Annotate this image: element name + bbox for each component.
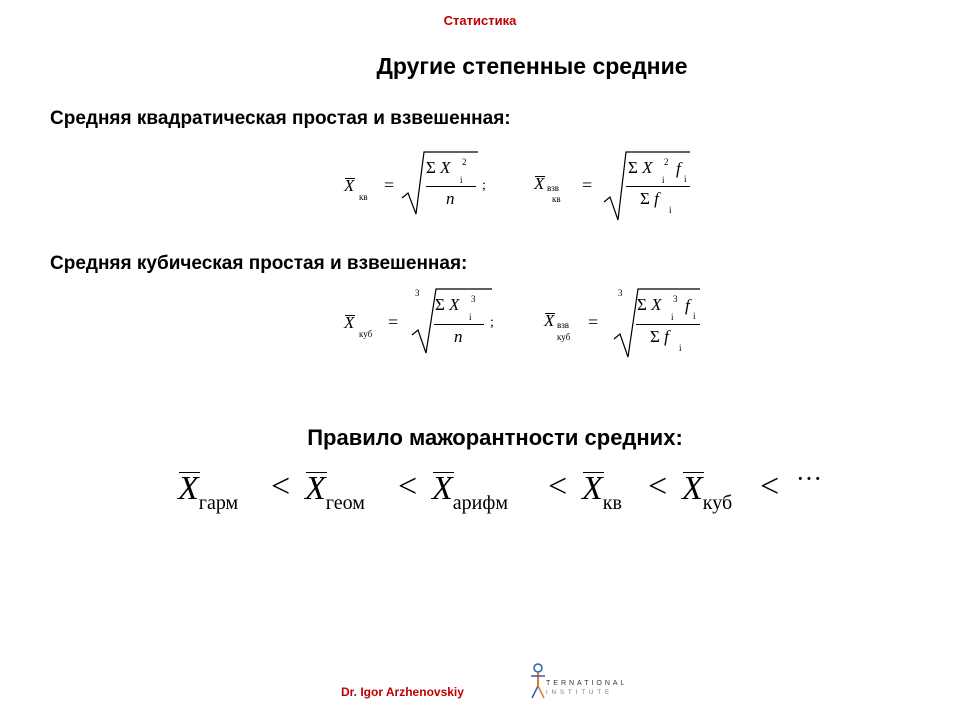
- x-bar-symbol: X: [534, 174, 545, 193]
- sub-i: i: [671, 312, 674, 322]
- subscript-vzv: взв: [557, 320, 570, 330]
- x-bar-symbol: X: [544, 311, 555, 330]
- semicolon: ;: [490, 315, 494, 330]
- ellipsis: ···: [796, 464, 822, 493]
- sub-i: i: [684, 174, 687, 184]
- less-than: <: [648, 468, 668, 505]
- chain-term-quadratic: [582, 470, 622, 515]
- section-cubic-heading: Средняя кубическая простая и взвешенная:: [50, 253, 468, 274]
- sub-i: i: [662, 175, 665, 185]
- numerator: Σ X: [628, 158, 653, 177]
- institute-logo: [528, 662, 638, 702]
- less-than: <: [548, 468, 568, 505]
- numerator: Σ X: [435, 295, 460, 314]
- numerator: Σ X: [426, 158, 451, 177]
- chain-sub: гарм: [198, 492, 239, 514]
- chain-term-geometric: [305, 470, 365, 515]
- subscript-kub: куб: [359, 329, 373, 339]
- majorant-chain: [178, 464, 838, 530]
- x-bar-symbol: X: [344, 176, 355, 195]
- denominator: Σ f: [640, 189, 659, 208]
- x-bar-symbol: X: [582, 470, 603, 507]
- denominator-n: n: [454, 327, 463, 346]
- chain-term-cubic: [682, 470, 732, 515]
- root-index-3: 3: [618, 288, 623, 298]
- less-than: <: [398, 468, 418, 505]
- x-bar-symbol: X: [178, 470, 199, 507]
- formula-cubic-weighted: [540, 285, 705, 361]
- weight-f: f: [685, 296, 690, 315]
- denominator-n: n: [446, 189, 455, 208]
- x-bar-symbol: X: [682, 470, 703, 507]
- numerator: Σ X: [637, 295, 662, 314]
- x-bar-symbol: X: [344, 313, 355, 332]
- rule-title: Правило мажорантности средних:: [307, 425, 683, 450]
- logo-text-top: TERNATIONAL: [546, 680, 628, 687]
- fraction-line: [434, 324, 484, 325]
- less-than: <: [760, 468, 780, 505]
- denominator: Σ f: [650, 327, 669, 346]
- weight-f: f: [676, 159, 681, 178]
- sub-i: i: [460, 175, 463, 185]
- chain-sub: геом: [325, 492, 365, 514]
- sub-i: i: [469, 312, 472, 322]
- chain-term-harmonic: [178, 470, 238, 515]
- subscript-kv: кв: [359, 192, 368, 202]
- formula-cubic-simple: [340, 285, 500, 357]
- chain-term-arithmetic: [432, 470, 508, 515]
- equals-sign: =: [384, 175, 395, 195]
- footer-author: Dr. Igor Arzhenovskiy: [341, 685, 464, 699]
- sup-2: 2: [664, 157, 669, 167]
- less-than: <: [271, 468, 291, 505]
- slide-title: Другие степенные средние: [376, 53, 688, 79]
- logo-text-bottom: INSTITUTE: [546, 690, 613, 696]
- chain-sub: арифм: [452, 492, 508, 514]
- sup-2: 2: [462, 157, 467, 167]
- semicolon: ;: [482, 178, 486, 193]
- logo-figure-icon: [528, 662, 548, 702]
- fraction-line: [626, 186, 690, 187]
- sub-i: i: [679, 343, 682, 353]
- fraction-line: [636, 324, 700, 325]
- sub-i: i: [693, 311, 696, 321]
- fraction-line: [426, 186, 476, 187]
- header-label: Статистика: [443, 13, 517, 28]
- subscript-vzv: взв: [547, 183, 560, 193]
- sub-i: i: [669, 205, 672, 215]
- sup-3: 3: [673, 294, 678, 304]
- x-bar-symbol: X: [305, 470, 326, 507]
- sup-3: 3: [471, 294, 476, 304]
- x-bar-symbol: X: [432, 470, 453, 507]
- chain-sub: куб: [702, 492, 733, 514]
- formula-quadratic-weighted: [530, 148, 700, 224]
- subscript-kub: куб: [557, 332, 571, 342]
- equals-sign: =: [588, 312, 599, 332]
- formula-quadratic-simple: [340, 148, 500, 218]
- chain-sub: кв: [602, 492, 622, 514]
- section-quadratic-heading: Средняя квадратическая простая и взвешенная:: [50, 108, 511, 129]
- root-index-3: 3: [415, 288, 420, 298]
- subscript-kv: кв: [552, 194, 561, 204]
- equals-sign: =: [388, 312, 399, 332]
- equals-sign: =: [582, 175, 593, 195]
